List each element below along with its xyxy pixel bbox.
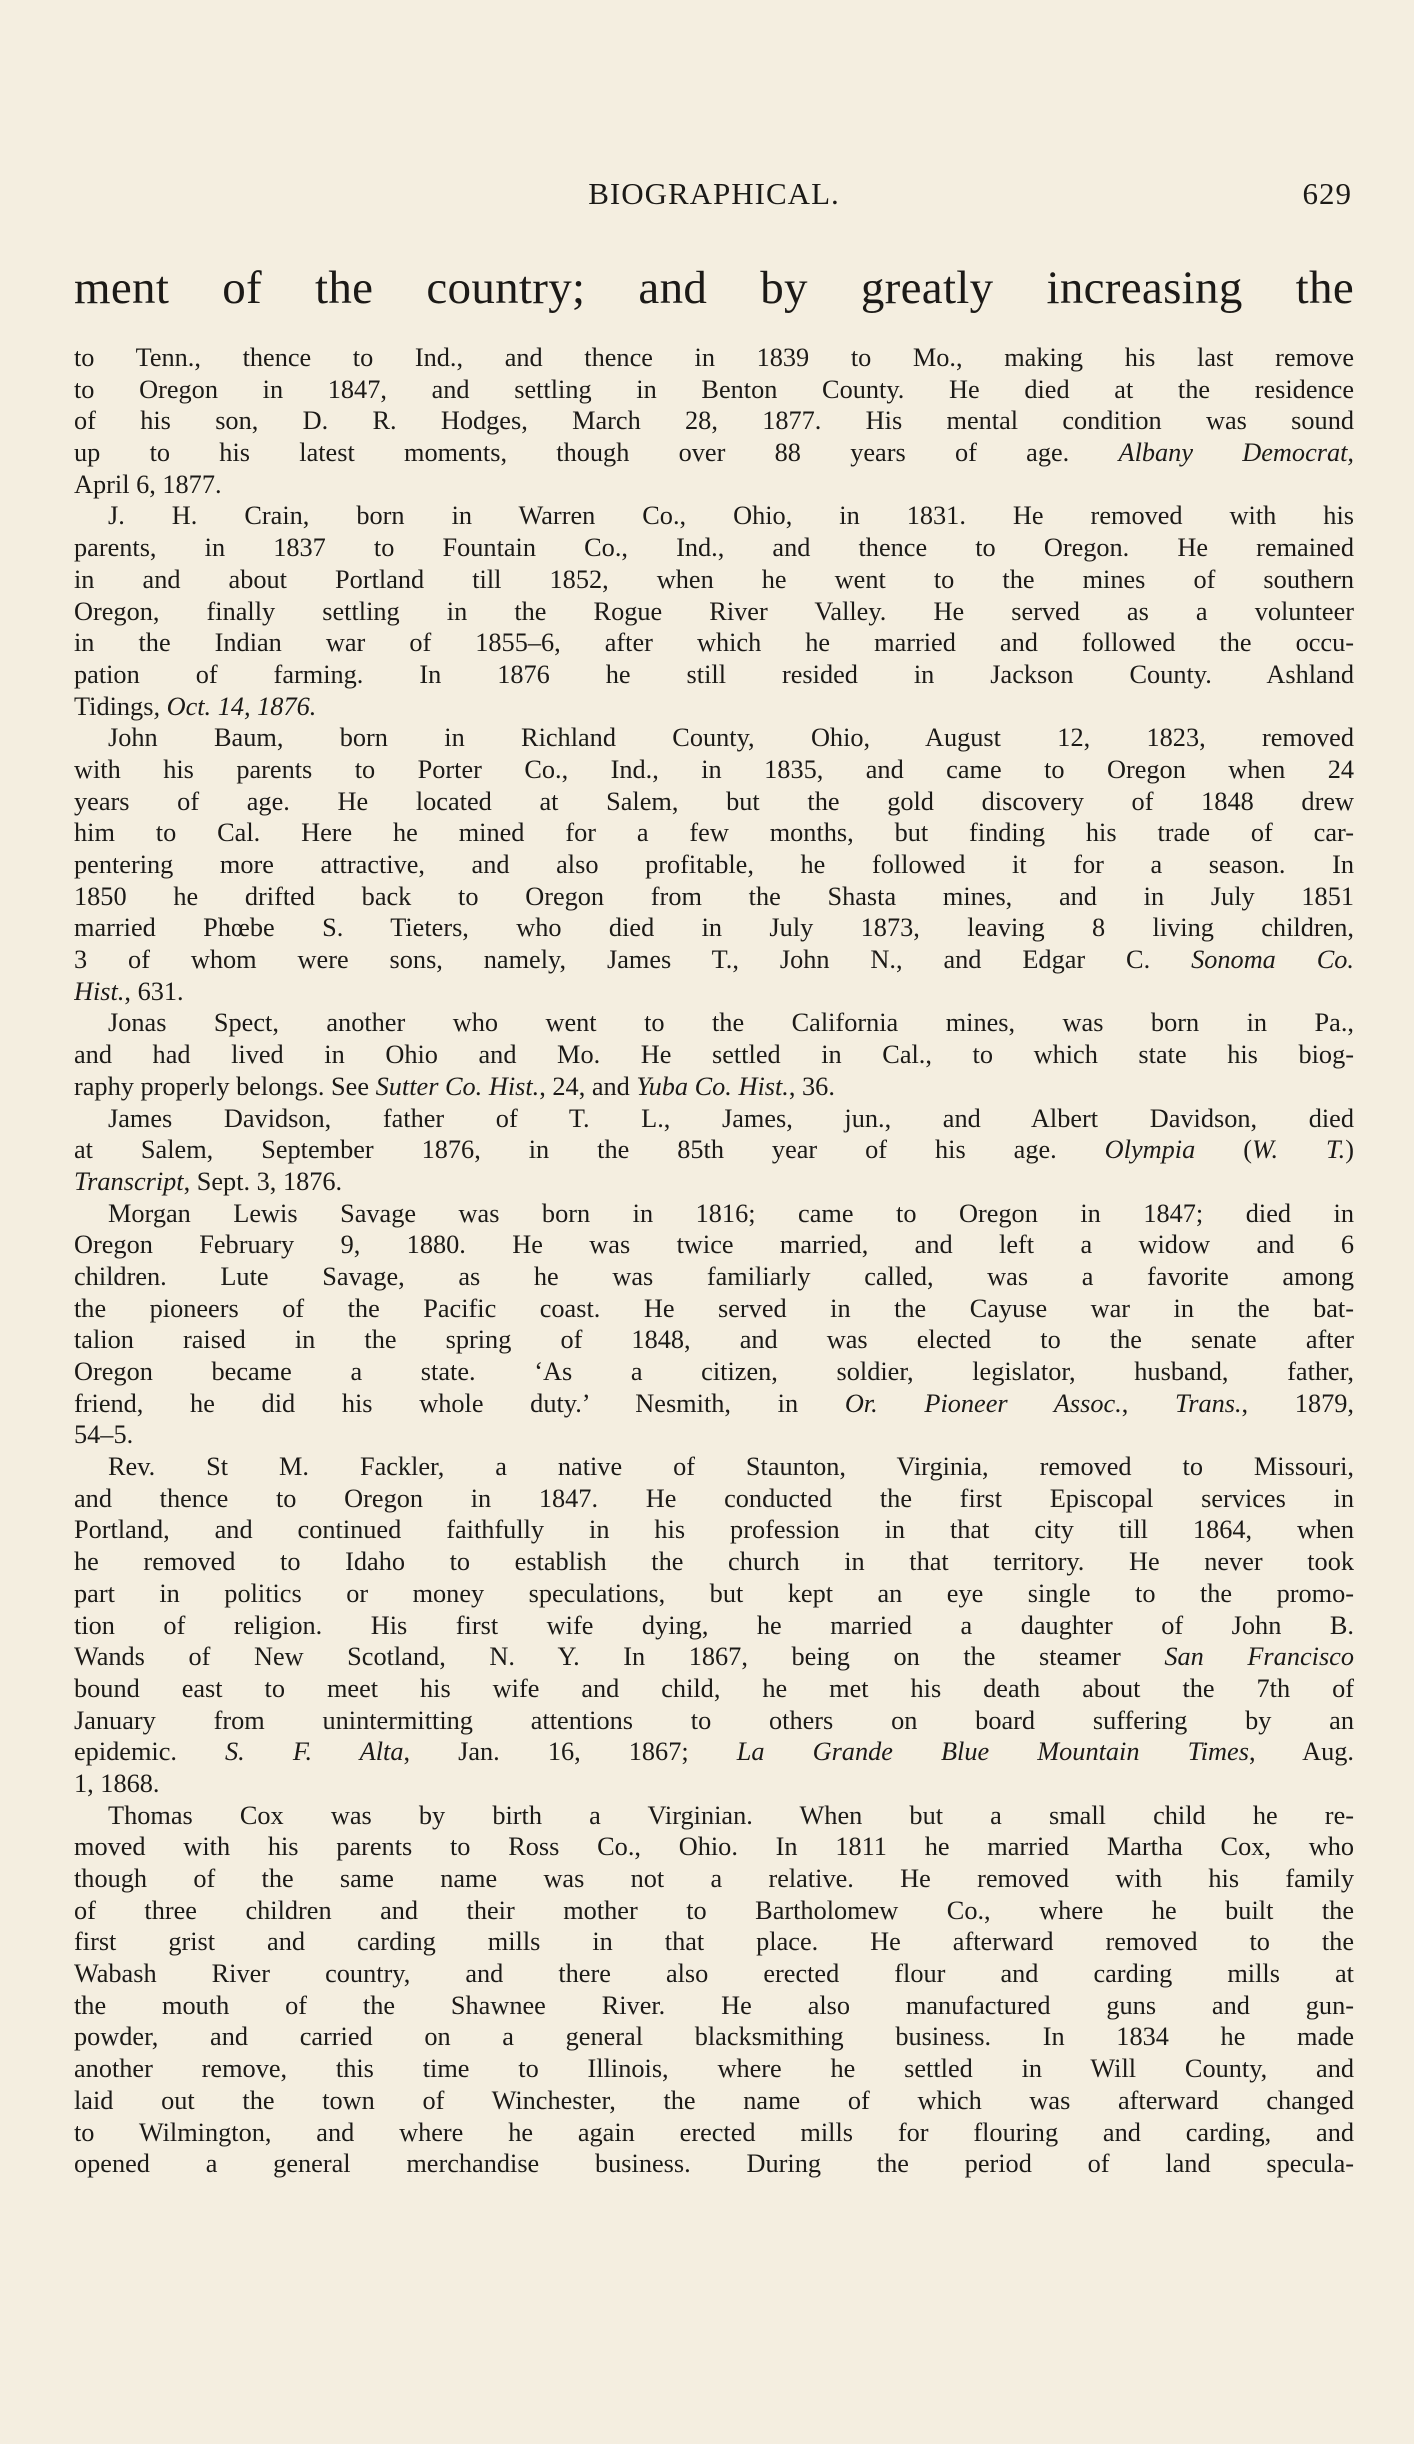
text-line <box>74 1578 1354 1610</box>
citation-text: Trans. <box>1175 1388 1242 1418</box>
text-segment: in and about Portland till 1852, when he went to the mines of southern <box>74 564 1354 594</box>
text-line <box>74 786 1354 818</box>
text-segment: 1850 he drifted back to Oregon from the Shasta mines, and in July 1851 <box>74 881 1354 911</box>
text-line <box>74 1071 1354 1103</box>
text-line <box>74 374 1354 406</box>
text-segment: John Baum, born in Richland County, Ohio, August 12, 1823, removed <box>108 723 1354 753</box>
citation-text: Sutter Co. Hist. <box>375 1071 540 1101</box>
text-line <box>74 405 1354 437</box>
text-segment: first grist and carding mills in that place. He afterward removed to the <box>74 1927 1354 1957</box>
text-line <box>74 1546 1354 1578</box>
text-segment: friend, he did his whole duty.’ Nesmith, in <box>74 1388 845 1418</box>
text-segment: laid out the town of Winchester, the name of which was afterward changed <box>74 2085 1354 2115</box>
text-line <box>74 1134 1354 1166</box>
text-line <box>74 1768 1354 1800</box>
text-line <box>74 627 1354 659</box>
text-line <box>74 1800 1354 1832</box>
text-segment: Tidings <box>74 691 154 721</box>
text-line <box>74 849 1354 881</box>
body-text <box>74 342 1354 2180</box>
citation-text: San Francisco <box>1164 1642 1354 1672</box>
text-segment: him to Cal. Here he mined for a few months, but finding his trade of car- <box>74 818 1354 848</box>
running-head <box>74 176 1354 216</box>
text-line <box>74 1451 1354 1483</box>
text-segment: Portland, and continued faithfully in his profession in that city till 1864, when <box>74 1515 1354 1545</box>
text-line <box>74 691 1354 723</box>
text-line <box>74 1736 1354 1768</box>
text-line <box>74 817 1354 849</box>
text-segment: tion of religion. His first wife dying, he married a daughter of John B. <box>74 1610 1354 1640</box>
text-line <box>74 1419 1354 1451</box>
text-line <box>74 1198 1354 1230</box>
text-line <box>74 912 1354 944</box>
text-segment: to Wilmington, and where he again erected mills for flouring and carding, and <box>74 2117 1354 2147</box>
text-line <box>74 2085 1354 2117</box>
text-line <box>74 2117 1354 2149</box>
text-segment: talion raised in the spring of 1848, and was elected to the senate after <box>74 1325 1354 1355</box>
citation-text: Olympia <box>1104 1135 1196 1165</box>
text-segment: James Davidson, father of T. L., James, jun., and Albert Davidson, died <box>108 1103 1354 1133</box>
text-line <box>74 532 1354 564</box>
citation-text: , Oct. 14, 1876. <box>153 691 317 721</box>
text-segment: married Phœbe S. Tieters, who died in July 1873, leaving 8 living children, <box>74 913 1354 943</box>
text-line <box>74 1641 1354 1673</box>
text-segment: Oregon, finally settling in the Rogue River Valley. He served as a volunteer <box>74 596 1354 626</box>
citation-text: W. T. <box>1251 1135 1346 1165</box>
text-segment: , Aug. <box>1248 1737 1354 1767</box>
text-segment: moved with his parents to Ross Co., Ohio. In 1811 he married Martha Cox, who <box>74 1832 1354 1862</box>
citation-text: Hist. <box>74 976 125 1006</box>
text-segment: , <box>1121 1388 1176 1418</box>
text-segment: to Oregon in 1847, and settling in Benton County. He died at the residence <box>74 374 1354 404</box>
text-line <box>74 1958 1354 1990</box>
text-segment: Wands of New Scotland, N. Y. In 1867, being on the steamer <box>74 1642 1165 1672</box>
citation-text: Or. Pioneer Assoc. <box>844 1388 1122 1418</box>
text-line <box>74 1705 1354 1737</box>
text-segment: Wabash River country, and there also erected flour and carding mills at <box>74 1959 1354 1989</box>
citation-text: Transcript <box>74 1166 184 1196</box>
text-segment: 54–5. <box>74 1420 134 1450</box>
text-segment: Oregon became a state. ‘As a citizen, soldier, legislator, husband, father, <box>74 1357 1354 1386</box>
text-line <box>74 881 1354 913</box>
text-segment: Morgan Lewis Savage was born in 1816; came to Oregon in 1847; died in <box>108 1198 1354 1228</box>
text-line <box>74 437 1354 469</box>
text-segment: years of age. He located at Salem, but the gold discovery of 1848 drew <box>74 786 1354 816</box>
text-line <box>74 1990 1354 2022</box>
text-line <box>74 1926 1354 1958</box>
citation-text: Sonoma Co. <box>1191 945 1354 975</box>
text-segment: of his son, D. R. Hodges, March 28, 1877. His mental condition was sound <box>74 406 1354 436</box>
text-segment: J. H. Crain, born in Warren Co., Ohio, in 1831. He removed with his <box>108 501 1354 531</box>
text-line <box>74 1863 1354 1895</box>
text-segment: , Sept. 3, 1876. <box>183 1166 343 1196</box>
text-segment: , 631. <box>124 976 184 1006</box>
text-line <box>74 1293 1354 1325</box>
text-segment: 1, 1868. <box>74 1768 160 1798</box>
text-line <box>74 1895 1354 1927</box>
citation-text: Yuba Co. Hist. <box>636 1071 789 1101</box>
text-line <box>74 2053 1354 2085</box>
citation-text: La Grande Blue Mountain Times <box>736 1737 1249 1767</box>
text-line <box>74 659 1354 691</box>
text-segment: ( <box>1195 1135 1252 1165</box>
text-line <box>74 1514 1354 1546</box>
text-segment: and had lived in Ohio and Mo. He settled in Cal., to which state his biog- <box>74 1040 1354 1070</box>
text-segment: , 36. <box>788 1071 835 1101</box>
text-segment: Jonas Spect, another who went to the California mines, was born in Pa., <box>108 1008 1354 1038</box>
text-segment: up to his latest moments, though over 88 years of age. <box>74 438 1119 468</box>
page-number: 629 <box>1302 176 1352 211</box>
text-line <box>74 754 1354 786</box>
text-line <box>74 1831 1354 1863</box>
text-segment: and thence to Oregon in 1847. He conducted the first Episcopal services in <box>74 1483 1354 1513</box>
text-segment: opened a general merchandise business. During the period of land specula- <box>74 2149 1354 2179</box>
text-segment: pentering more attractive, and also profitable, he followed it for a season. In <box>74 850 1354 879</box>
text-line <box>74 722 1354 754</box>
text-segment: with his parents to Porter Co., Ind., in 1835, and came to Oregon when 24 <box>74 754 1354 784</box>
text-segment: at Salem, September 1876, in the 85th year of his age. <box>74 1135 1105 1165</box>
text-line <box>74 1483 1354 1515</box>
text-segment: April 6, 1877. <box>74 469 222 499</box>
text-line <box>74 1007 1354 1039</box>
text-segment: 3 of whom were sons, namely, James T., John N., and Edgar C. <box>74 945 1192 975</box>
text-segment: children. Lute Savage, as he was familiarly called, was a favorite among <box>74 1261 1354 1291</box>
text-segment: bound east to meet his wife and child, he met his death about the 7th of <box>74 1673 1354 1703</box>
text-segment: Thomas Cox was by birth a Virginian. When but a small child he re- <box>108 1800 1354 1830</box>
text-line <box>74 976 1354 1008</box>
text-segment: pation of farming. In 1876 he still resided in Jackson County. <box>74 659 1267 689</box>
text-line <box>74 1324 1354 1356</box>
text-segment: the pioneers of the Pacific coast. He served in the Cayuse war in the bat- <box>74 1293 1354 1323</box>
text-segment: in the Indian war of 1855–6, after which he married and followed the occu- <box>74 628 1354 658</box>
text-segment: , 1879, <box>1241 1388 1354 1418</box>
text-segment: raphy properly belongs. See <box>74 1071 376 1101</box>
text-line <box>74 1229 1354 1261</box>
text-line <box>74 1356 1354 1388</box>
text-segment: ) <box>1345 1135 1354 1165</box>
text-line <box>74 1039 1354 1071</box>
text-line <box>74 564 1354 596</box>
text-line <box>74 1261 1354 1293</box>
text-line <box>74 596 1354 628</box>
text-segment: though of the same name was not a relative. He removed with his family <box>74 1864 1354 1893</box>
text-segment: to Tenn., thence to Ind., and thence in 1839 to Mo., making his last remove <box>74 343 1354 372</box>
citation-text: S. F. Alta <box>225 1737 404 1767</box>
text-line <box>74 1166 1354 1198</box>
text-segment: of three children and their mother to Bartholomew Co., where he built the <box>74 1895 1354 1925</box>
text-segment: epidemic. <box>74 1737 226 1767</box>
text-segment: he removed to Idaho to establish the church in that territory. He never took <box>74 1547 1354 1577</box>
text-line <box>74 1388 1354 1420</box>
text-line <box>74 1673 1354 1705</box>
text-line <box>74 1610 1354 1642</box>
text-segment: parents, in 1837 to Fountain Co., Ind., and thence to Oregon. He remained <box>74 533 1354 563</box>
text-segment: part in politics or money speculations, but kept an eye single to the promo- <box>74 1578 1354 1608</box>
text-segment: Oregon February 9, 1880. He was twice married, and left a widow and 6 <box>74 1230 1354 1260</box>
text-line <box>74 500 1354 532</box>
text-segment: January from unintermitting attentions to others on board suffering by an <box>74 1705 1354 1735</box>
text-line <box>74 2021 1354 2053</box>
text-segment: another remove, this time to Illinois, where he settled in Will County, and <box>74 2054 1354 2084</box>
text-segment: Rev. St M. Fackler, a native of Staunton, Virginia, removed to Missouri, <box>108 1452 1354 1482</box>
text-line <box>74 2148 1354 2180</box>
text-line <box>74 469 1354 501</box>
overlay-headline-line: ment of the country; and by greatly increasing the <box>74 262 1354 314</box>
running-head-title: BIOGRAPHICAL. <box>588 176 840 211</box>
citation-text: Albany Democrat, <box>1118 438 1354 468</box>
text-line <box>74 342 1354 374</box>
text-segment: , Jan. 16, 1867; <box>403 1737 737 1767</box>
text-segment: the mouth of the Shawnee River. He also manufactured guns and gun- <box>74 1990 1354 2020</box>
text-segment: , 24, and <box>539 1071 637 1101</box>
text-line <box>74 1103 1354 1135</box>
text-segment: powder, and carried on a general blacksmithing business. In 1834 he made <box>74 2022 1354 2052</box>
text-segment: Ashland <box>1266 659 1354 689</box>
text-line <box>74 944 1354 976</box>
